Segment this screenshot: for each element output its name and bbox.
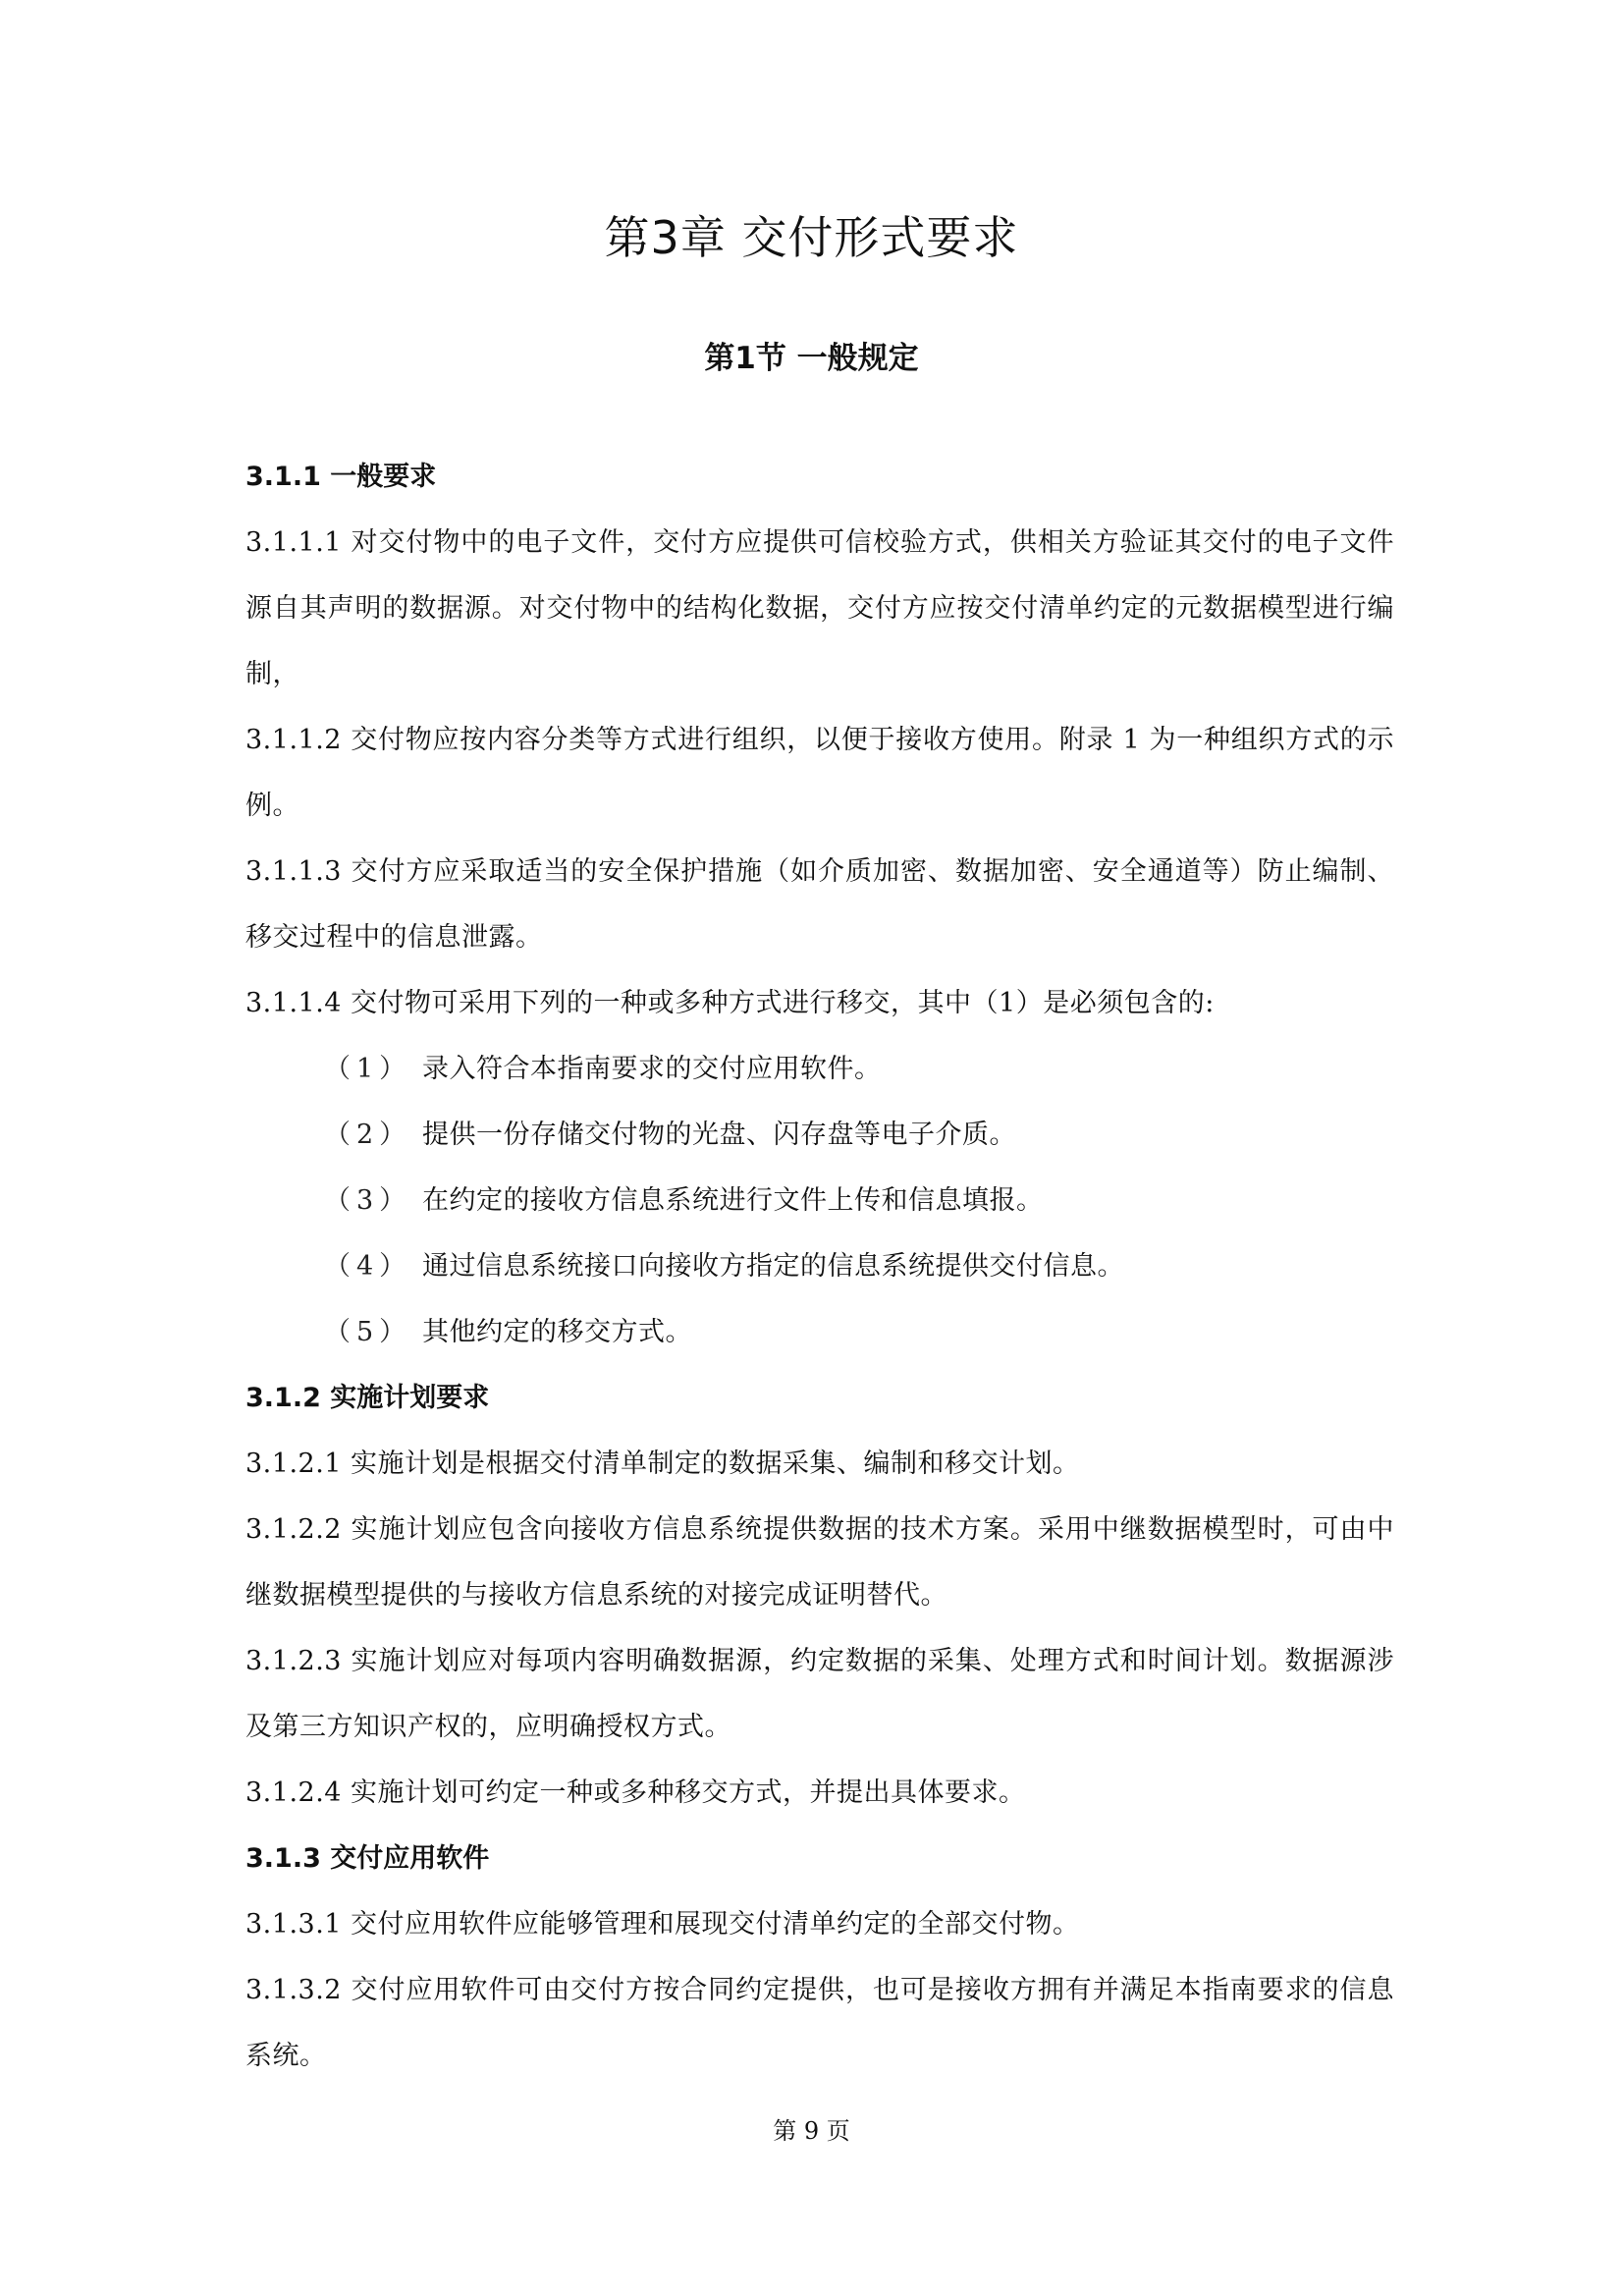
section-title: 第1节 一般规定: [704, 341, 919, 376]
list-item-number: （3）: [324, 1185, 412, 1216]
subheading-3-1-1: 3.1.1 一般要求: [245, 462, 437, 492]
subheading-3-1-3: 3.1.3 交付应用软件: [245, 1843, 490, 1874]
list-item-text: 在约定的接收方信息系统进行文件上传和信息填报。: [422, 1185, 1044, 1216]
list-item-number: （4）: [324, 1251, 412, 1282]
list-item: [245, 1102, 1394, 1168]
chapter-title: 第3章 交付形式要求: [604, 211, 1019, 264]
paragraph-3-1-3-2: 3.1.3.2 交付应用软件可由交付方按合同约定提供，也可是接收方拥有并满足本指南要求的信息系统。: [245, 1975, 1394, 2071]
paragraph-3-1-1-4: 3.1.1.4 交付物可采用下列的一种或多种方式进行移交，其中（1）是必须包含的:: [245, 988, 1215, 1018]
list-item: [245, 1168, 1394, 1233]
list-item: [245, 1299, 1394, 1365]
list-item-text: 其他约定的移交方式。: [422, 1317, 692, 1347]
paragraph-3-1-2-2: 3.1.2.2 实施计划应包含向接收方信息系统提供数据的技术方案。采用中继数据模型时，可由中继数据模型提供的与接收方信息系统的对接完成证明替代。: [245, 1514, 1394, 1611]
paragraph-3-1-3-1: 3.1.3.1 交付应用软件应能够管理和展现交付清单约定的全部交付物。: [245, 1909, 1080, 1940]
document-body: [245, 444, 1394, 2089]
paragraph-3-1-2-4: 3.1.2.4 实施计划可约定一种或多种移交方式，并提出具体要求。: [245, 1777, 1026, 1808]
list-item-text: 提供一份存储交付物的光盘、闪存盘等电子介质。: [422, 1120, 1016, 1150]
paragraph-3-1-1-2: 3.1.1.2 交付物应按内容分类等方式进行组织，以便于接收方使用。附录 1 为一种组织方式的示例。: [245, 725, 1394, 821]
page-number: 第 9 页: [773, 2117, 850, 2145]
paragraph-3-1-2-1: 3.1.2.1 实施计划是根据交付清单制定的数据采集、编制和移交计划。: [245, 1449, 1080, 1479]
list-item-text: 录入符合本指南要求的交付应用软件。: [422, 1054, 882, 1084]
list-item: [245, 1036, 1394, 1102]
paragraph-3-1-1-3: 3.1.1.3 交付方应采取适当的安全保护措施（如介质加密、数据加密、安全通道等）防止编制、移交过程中的信息泄露。: [245, 856, 1394, 953]
list-item-number: （5）: [324, 1317, 412, 1347]
paragraph-3-1-1-1: 3.1.1.1 对交付物中的电子文件，交付方应提供可信校验方式，供相关方验证其交付的电子文件源自其声明的数据源。对交付物中的结构化数据，交付方应按交付清单约定的元数据模型进行编制，: [245, 527, 1394, 689]
list-item-number: （1）: [324, 1054, 412, 1084]
paragraph-3-1-2-3: 3.1.2.3 实施计划应对每项内容明确数据源，约定数据的采集、处理方式和时间计划。数据源涉及第三方知识产权的，应明确授权方式。: [245, 1646, 1394, 1742]
list-item: [245, 1233, 1394, 1299]
list-item-text: 通过信息系统接口向接收方指定的信息系统提供交付信息。: [422, 1251, 1124, 1282]
subheading-3-1-2: 3.1.2 实施计划要求: [245, 1383, 490, 1413]
list-item-number: （2）: [324, 1120, 412, 1150]
